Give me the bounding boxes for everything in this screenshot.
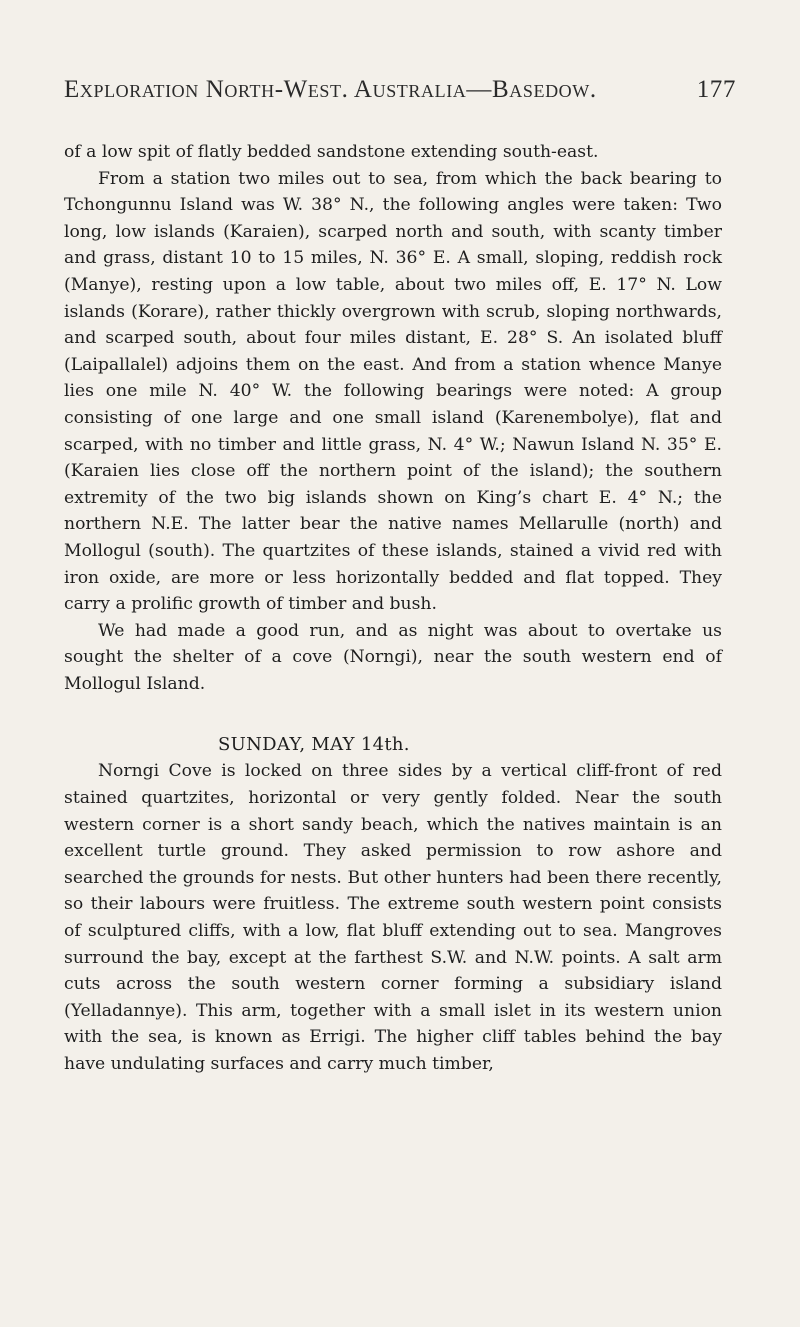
book-page [64, 0, 736, 1327]
paragraph-shelter: We had made a good run, and as night was about to overtake us sought the shelter of a cove (Norngi), near the south western end of Mollogul Island. [64, 620, 722, 694]
paragraph-norngi-cove: Norngi Cove is locked on three sides by a vertical cliff-front of red stained quartzites, horizontal or very gently folded. Near the south western corner is a short sandy beach, which the natives maintain is an excellent turtle ground. They asked permission to row ashore and searched the grounds for nests. But other hunters had been there recently, so their labours were fruitless. The extreme south western point consists of sculptured cliffs, with a low, flat bluff extending out to sea. Mangroves surround the bay, except at the farthest S.W. and N.W. points. A salt arm cuts across the south western corner forming a subsidiary island (Yelladannye). This arm, together with a small islet in its western union with the sea, is known as Errigi. The higher cliff tables behind the bay have undulating surfaces and carry much timber, [64, 761, 722, 1074]
running-head [64, 76, 736, 108]
paragraph-bearings: From a station two miles out to sea, from which the back bearing to Tchongunnu Island was W. 38° N., the following angles were taken: Two long, low islands (Karaien), scarped north and south, with scanty timber and grass, distant 10 to 15 miles, N. 36° E. A small, sloping, reddish rock (Manye), resting upon a low table, about two miles off, E. 17° N. Low islands (Korare), rather thickly overgrown with scrub, sloping northwards, and scarped south, about four miles distant, E. 28° S. An isolated bluff (Laipallalel) adjoins them on the east. And from a station whence Manye lies one mile N. 40° W. the following bearings were noted: A group consisting of one large and one small island (Karenembolye), flat and scarped, with no timber and little grass, N. 4° W.; Nawun Island N. 35° E. (Karaien lies close off the northern point of the island); the southern extremity of the two big islands shown on King’s chart E. 4° N.; the northern N.E. The latter bear the native names Mellarulle (north) and Mollogul (south). The quartzites of these islands, stained a vivid red with iron oxide, are more or less horizontally bedded and flat topped. They carry a prolific growth of timber and bush. [64, 168, 722, 615]
page-number: 177 [696, 76, 736, 103]
running-head-title: Exploration North-West. Australia—Basedow. [64, 76, 597, 103]
paragraph-continued: of a low spit of flatly bedded sandstone extending south-east. [64, 142, 599, 162]
section-heading: SUNDAY, MAY 14th. [218, 734, 410, 756]
page-body [64, 139, 722, 1078]
